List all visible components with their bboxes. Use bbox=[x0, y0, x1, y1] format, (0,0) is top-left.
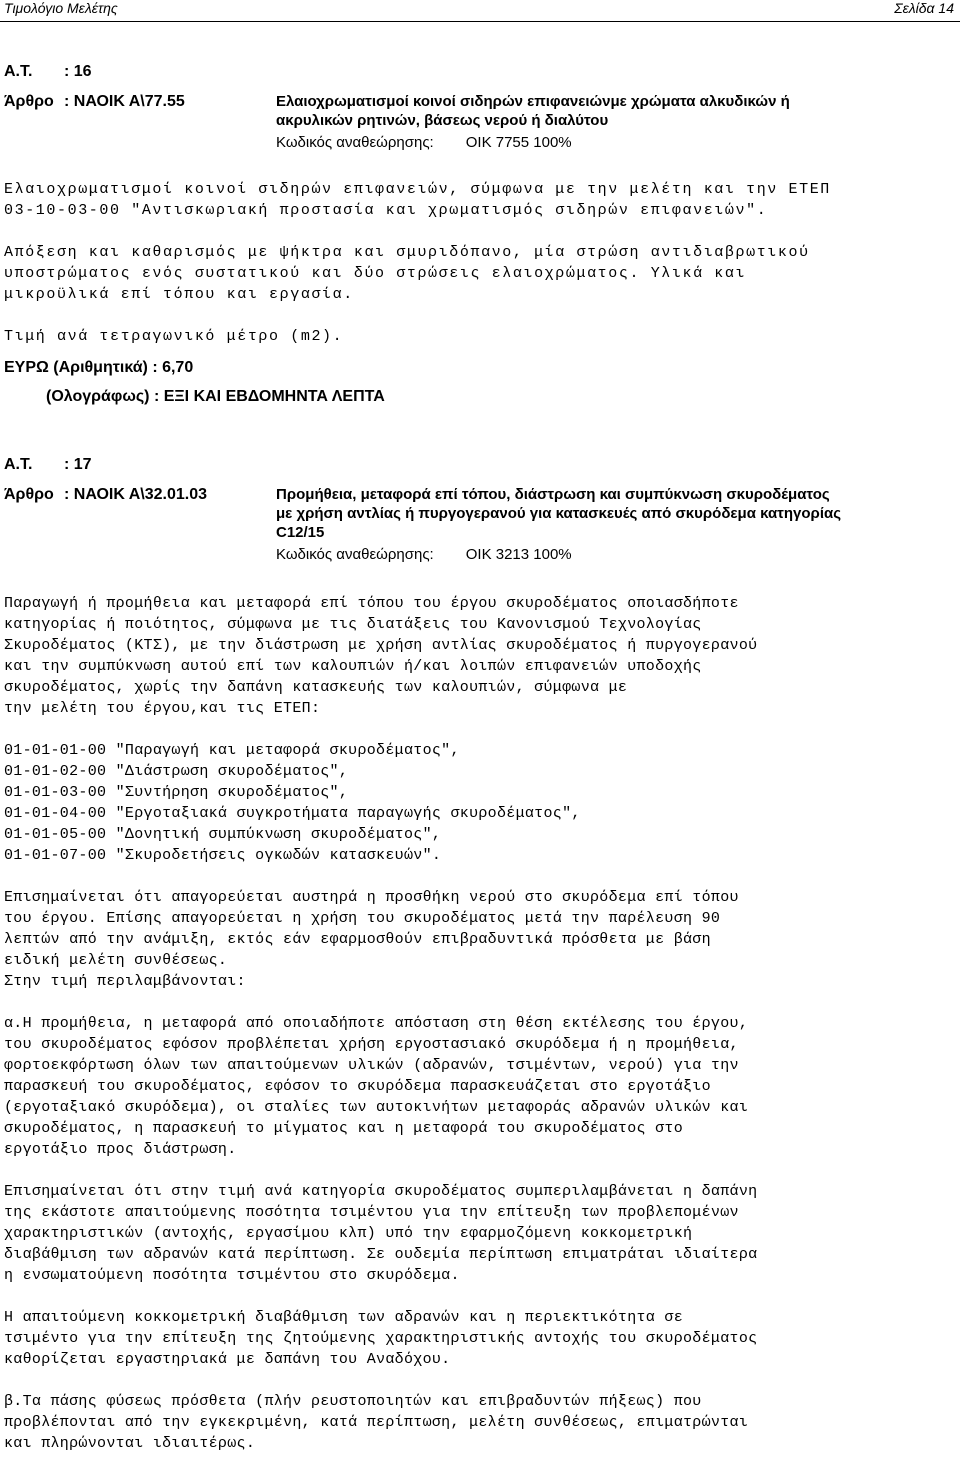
document-title: Τιμολόγιο Μελέτης bbox=[4, 0, 118, 16]
page-header bbox=[4, 0, 954, 22]
item17-title-line3: C12/15 bbox=[276, 524, 325, 541]
item17-para4-line: Επισημαίνεται ότι στην τιμή ανά κατηγορία σκυροδέματος συμπεριλαμβάνεται η δαπάνη bbox=[4, 1183, 758, 1200]
item17-para3-line: παρασκευή του σκυροδέματος, εφόσον το σκυρόδεμα παρασκευάζεται στο εργοτάξιο bbox=[4, 1078, 711, 1095]
page-number: Σελίδα 14 bbox=[894, 0, 954, 16]
item16-body-line: Ελαιοχρωματισμοί κοινοί σιδηρών επιφανειών, σύμφωνα με την μελέτη και την ΕΤΕΠ bbox=[4, 181, 831, 198]
item17-revision bbox=[276, 545, 956, 564]
item16-title-block bbox=[276, 92, 956, 152]
item17-title-line1: Προμήθεια, μεταφορά επί τόπου, διάστρωση και συμπύκνωση σκυροδέματος bbox=[276, 486, 830, 503]
item16-revision-label: Κωδικός αναθεώρησης: bbox=[276, 134, 434, 151]
item17-para2-line: Επισημαίνεται ότι απαγορεύεται αυστηρά η προσθήκη νερού στο σκυρόδεμα επί τόπου bbox=[4, 889, 739, 906]
item16-body-line: 03-10-03-00 "Αντισκωριακή προστασία και χρωματισμός σιδηρών επιφανειών". bbox=[4, 202, 768, 219]
item17-para3-line: εργοτάξιο προς διάστρωση. bbox=[4, 1141, 237, 1158]
item16-title-line2: ακρυλικών ρητινών, βάσεως νερού ή διαλύτου bbox=[276, 112, 609, 129]
item16-at-value: : 16 bbox=[64, 63, 92, 80]
item17-etep-line: 01-01-02-00 "Διάστρωση σκυροδέματος", bbox=[4, 763, 349, 780]
header-rule bbox=[0, 21, 960, 22]
item16-title-line1: Ελαιοχρωματισμοί κοινοί σιδηρών επιφανειώνμε χρώματα αλκυδικών ή bbox=[276, 93, 790, 110]
item17-article-label: Άρθρο bbox=[4, 486, 54, 503]
item16-body-line: Τιμή ανά τετραγωνικό μέτρο (m2). bbox=[4, 328, 344, 345]
item17-para6-line: προβλέπονται από την εγκεκριμένη, κατά περίπτωση, μελέτη συνθέσεως, επιματρώνται bbox=[4, 1414, 749, 1431]
item17-etep-line: 01-01-05-00 "Δονητική συμπύκνωση σκυροδέματος", bbox=[4, 826, 442, 843]
item17-revision-value: ΟΙΚ 3213 100% bbox=[465, 546, 572, 563]
item17-article-value: : ΝΑΟΙΚ Α\32.01.03 bbox=[64, 486, 208, 503]
item17-para1-line: Σκυροδέματος (ΚΤΣ), με την διάστρωση με χρήση αντλίας σκυροδέματος ή πυργογερανού bbox=[4, 637, 758, 654]
item17-para3-line: φορτοεκφόρτωση όλων των απαιτούμενων υλικών (αδρανών, τσιμέντων, νερού) για την bbox=[4, 1057, 739, 1074]
item17-etep-line: 01-01-01-00 "Παραγωγή και μεταφορά σκυροδέματος", bbox=[4, 742, 460, 759]
item17-para3-line: του σκυροδέματος εφόσον προβλέπεται χρήση εργοστασιακό σκυρόδεμα ή η προμήθεια, bbox=[4, 1036, 739, 1053]
item16-article-label: Άρθρο bbox=[4, 93, 54, 110]
item17-para1-line: την μελέτη του έργου,και τις ΕΤΕΠ: bbox=[4, 700, 321, 717]
item17-para1-line: σκυροδέματος, χωρίς την δαπάνη κατασκευής των καλουπιών, σύμφωνα με bbox=[4, 679, 628, 696]
item16-at-label: Α.Τ. bbox=[4, 63, 33, 80]
item17-para2-line: Στην τιμή περιλαμβάνονται: bbox=[4, 973, 246, 990]
item17-para4-line: η ενσωματούμενη ποσότητα τσιμέντου στο σκυρόδεμα. bbox=[4, 1267, 460, 1284]
item17-para5-line: καθορίζεται εργαστηριακά με δαπάνη του Αναδόχου. bbox=[4, 1351, 451, 1368]
item17-etep-line: 01-01-04-00 "Εργοταξιακά συγκροτήματα παραγωγής σκυροδέματος", bbox=[4, 805, 581, 822]
item17-para2-line: του έργου. Επίσης απαγορεύεται η χρήση του σκυροδέματος μετά την παρέλευση 90 bbox=[4, 910, 721, 927]
item16-body-line: Απόξεση και καθαρισμός με ψήκτρα και σμυριδόπανο, μία στρώση αντιδιαβρωτικού bbox=[4, 244, 810, 261]
item17-para5-line: τσιμέντο για την επίτευξη της ζητούμενης χαρακτηριστικής αντοχής του σκυροδέματος bbox=[4, 1330, 758, 1347]
item17-title-line2: με χρήση αντλίας ή πυργογερανού για κατασκευές από σκυρόδεμα κατηγορίας bbox=[276, 505, 842, 522]
item17-etep-line: 01-01-03-00 "Συντήρηση σκυροδέματος", bbox=[4, 784, 349, 801]
item16-body-line: μικροϋλικά επί τόπου και εργασία. bbox=[4, 286, 354, 303]
item17-para4-line: της εκάστοτε απαιτούμενης ποσότητα τσιμέντου για την επίτευξη των προβλεπομένων bbox=[4, 1204, 739, 1221]
item17-title-block bbox=[276, 485, 956, 564]
item17-para1-line: κατηγορίας ή ποιότητος, σύμφωνα με τις διατάξεις του Κανονισμού Τεχνολογίας bbox=[4, 616, 702, 633]
item16-price-words: (Ολογράφως) : ΕΞΙ ΚΑΙ ΕΒΔΟΜΗΝΤΑ ΛΕΠΤΑ bbox=[46, 388, 385, 405]
item17-para3-line: (εργοταξιακό σκυρόδεμα), οι σταλίες των αυτοκινήτων μεταφοράς αδρανών υλικών και bbox=[4, 1099, 749, 1116]
item17-para1-line: και την συμπύκνωση αυτού επί των καλουπιών ή/και λοιπών επιφανειών υποδοχής bbox=[4, 658, 702, 675]
item17-at-label: Α.Τ. bbox=[4, 456, 33, 473]
item16-revision-value: ΟΙΚ 7755 100% bbox=[465, 134, 572, 151]
item16-body-line: υποστρώματος ενός συστατικού και δύο στρώσεις ελαιοχρώματος. Υλικά και bbox=[4, 265, 747, 282]
item17-para3-line: α.Η προμήθεια, η μεταφορά από οποιαδήποτε απόσταση στη θέση εκτέλεσης του έργου, bbox=[4, 1015, 749, 1032]
item17-para1-line: Παραγωγή ή προμήθεια και μεταφορά επί τόπου του έργου σκυροδέματος οποιασδήποτε bbox=[4, 595, 739, 612]
item16-revision bbox=[276, 133, 956, 152]
item17-para2-line: ειδική μελέτη συνθέσεως. bbox=[4, 952, 228, 969]
item17-para4-line: διαβάθμιση των αδρανών κατά περίπτωση. Σε ουδεμία περίπτωση επιματράται ιδιαίτερα bbox=[4, 1246, 758, 1263]
item17-para3-line: σκυροδέματος, η παρασκευή το μίγματος και η μεταφορά του σκυροδέματος στο bbox=[4, 1120, 684, 1137]
item17-para2-line: λεπτών από την ανάμιξη, εκτός εάν εφαρμοσθούν επιβραδυντικά πρόσθετα με βάση bbox=[4, 931, 711, 948]
item17-para6-line: β.Τα πάσης φύσεως πρόσθετα (πλήν ρευστοποιητών και επιβραδυντών πήξεως) που bbox=[4, 1393, 702, 1410]
item16-article-value: : ΝΑΟΙΚ Α\77.55 bbox=[64, 93, 185, 110]
item17-at-value: : 17 bbox=[64, 456, 92, 473]
item17-para6-line: και πληρώνονται ιδιαιτέρως. bbox=[4, 1435, 256, 1452]
item17-revision-label: Κωδικός αναθεώρησης: bbox=[276, 546, 434, 563]
item16-price-numeric: ΕΥΡΩ (Αριθμητικά) : 6,70 bbox=[4, 359, 194, 376]
item17-para5-line: Η απαιτούμενη κοκκομετρική διαβάθμιση των αδρανών και η περιεκτικότητα σε bbox=[4, 1309, 684, 1326]
item17-etep-line: 01-01-07-00 "Σκυροδετήσεις ογκωδών κατασκευών". bbox=[4, 847, 442, 864]
item17-para4-line: χαρακτηριστικών (αντοχής, εργασίμου κλπ) υπό την εφαρμοζόμενη κοκκομετρική bbox=[4, 1225, 693, 1242]
